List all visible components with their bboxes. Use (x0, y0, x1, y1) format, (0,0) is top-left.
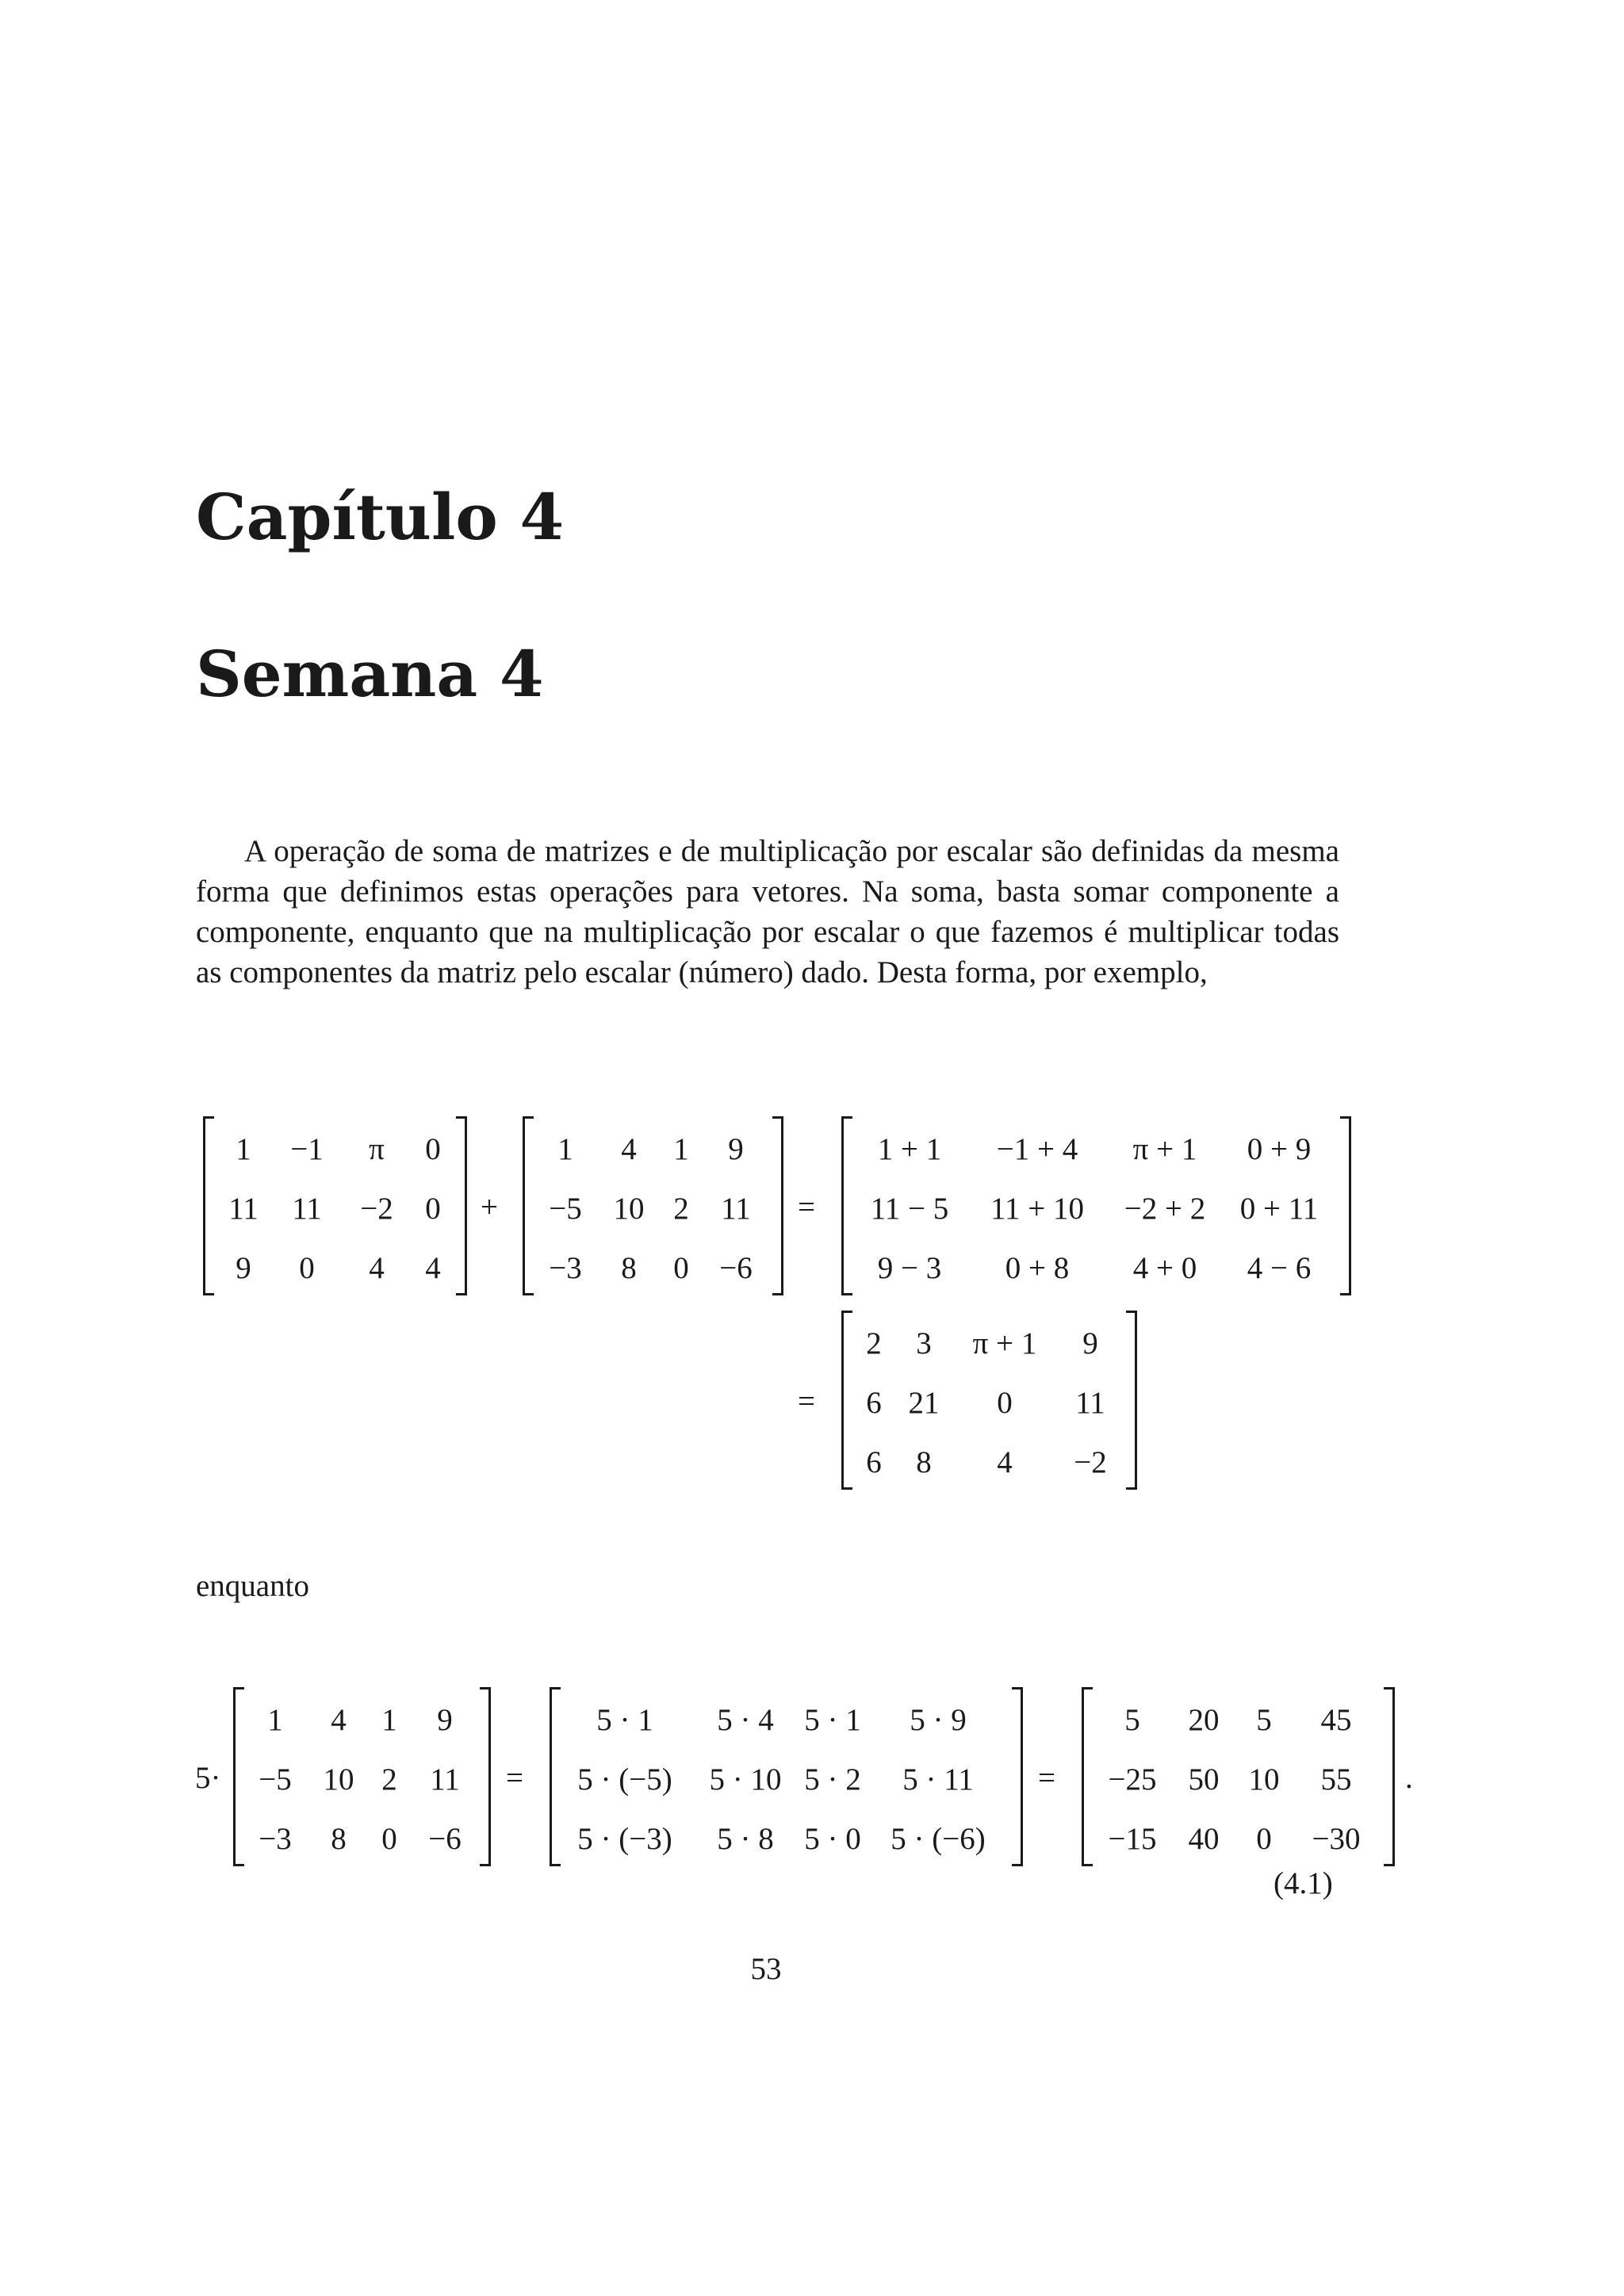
matrix-cell: 5 · 10 (709, 1762, 782, 1797)
matrix-cell: 10 (323, 1762, 354, 1797)
matrix-cell: 1 (381, 1703, 397, 1737)
matrix-cell: 6 (866, 1445, 882, 1479)
sum-result-right-bracket (1126, 1311, 1137, 1490)
matrix-cell: 11 (721, 1192, 751, 1226)
matrix-cell: 5 · 8 (717, 1822, 774, 1856)
equals-operator: = (798, 1384, 815, 1418)
matrix-cell: π (369, 1132, 385, 1166)
matrix-cell: 6 (866, 1386, 882, 1420)
matrix-cell: −2 (1074, 1445, 1107, 1479)
equals-operator: = (1038, 1761, 1055, 1795)
matrix-cell: −15 (1108, 1822, 1157, 1856)
matrix-cell: 11 (228, 1192, 259, 1226)
scaled-expanded-right-bracket (1012, 1687, 1023, 1866)
sum-expanded-left-bracket (841, 1116, 852, 1295)
scaled-input-left-bracket (233, 1687, 244, 1866)
matrix-cell: −2 + 2 (1124, 1192, 1206, 1226)
connector-text: enquanto (196, 1569, 309, 1603)
matrix-cell: 0 (299, 1251, 315, 1285)
matrix-cell: 1 (267, 1703, 283, 1737)
equals-operator: = (506, 1761, 523, 1795)
matrix-cell: 1 (673, 1132, 689, 1166)
matrix-cell: −25 (1108, 1762, 1157, 1797)
matrix-cell: π + 1 (972, 1326, 1037, 1360)
matrix-cell: 11 + 10 (990, 1192, 1085, 1226)
matrix-cell: 45 (1320, 1703, 1352, 1737)
matrix-cell: 5 (1124, 1703, 1140, 1737)
matrix-cell: 9 (728, 1132, 744, 1166)
matrix-cell: −3 (549, 1251, 582, 1285)
matrix-cell: 0 (1256, 1822, 1272, 1856)
matrix-cell: −3 (259, 1822, 292, 1856)
matrix-cell: 11 − 5 (870, 1192, 949, 1226)
matrix-cell: 10 (1248, 1762, 1280, 1797)
scaled-result-right-bracket (1384, 1687, 1395, 1866)
matrix-cell: −30 (1312, 1822, 1361, 1856)
sum-expanded-right-bracket (1340, 1116, 1351, 1295)
scaled-result-left-bracket (1082, 1687, 1093, 1866)
scalar-prefix: 5· (195, 1761, 221, 1795)
scaled-input-right-bracket (480, 1687, 491, 1866)
matrix-cell: 1 + 1 (877, 1132, 942, 1166)
matrix-cell: 4 (621, 1132, 637, 1166)
section-title: Semana 4 (196, 637, 544, 711)
sum-result-left-bracket (841, 1311, 852, 1490)
matrix-cell: 55 (1320, 1762, 1352, 1797)
matrix-cell: 11 (292, 1192, 322, 1226)
matrix-cell: 40 (1188, 1822, 1220, 1856)
matrix-cell: 5 · 1 (804, 1703, 861, 1737)
equals-operator: = (798, 1190, 815, 1224)
matrix-cell: 8 (916, 1445, 932, 1479)
chapter-title: Capítulo 4 (196, 480, 565, 554)
matrix-cell: 5 · 4 (717, 1703, 774, 1737)
equation-period: . (1405, 1761, 1413, 1795)
matrix-cell: 21 (908, 1386, 940, 1420)
matrix-cell: 5 · (−3) (577, 1822, 672, 1856)
matrix-cell: 0 + 8 (1005, 1251, 1070, 1285)
matrix-cell: −1 (290, 1132, 324, 1166)
matrix-cell: −5 (259, 1762, 292, 1797)
matrix-cell: 2 (381, 1762, 397, 1797)
matrix-a-left-bracket (203, 1116, 214, 1295)
matrix-cell: 0 (381, 1822, 397, 1856)
body-paragraph: A operação de soma de matrizes e de multiplicação por escalar são definidas da mesma forma que definimos estas operações para vetores. Na soma, basta somar componente a componente, enquanto que na multiplicação por escalar o que fazemos é multiplicar todas as componentes da matriz pelo escalar (número) dado. Desta forma, por exemplo, (196, 834, 1339, 989)
matrix-cell: −6 (719, 1251, 753, 1285)
matrix-cell: 11 (430, 1762, 460, 1797)
matrix-b-right-bracket (772, 1116, 783, 1295)
matrix-cell: 0 (997, 1386, 1013, 1420)
matrix-cell: 2 (673, 1192, 689, 1226)
matrix-cell: 0 (425, 1192, 441, 1226)
matrix-cell: −5 (549, 1192, 582, 1226)
matrix-cell: 5 · 2 (804, 1762, 861, 1797)
matrix-cell: 5 · (−6) (891, 1822, 986, 1856)
page-number: 53 (750, 1952, 782, 1986)
matrix-cell: 5 · 0 (804, 1822, 861, 1856)
matrix-cell: 9 (236, 1251, 251, 1285)
matrix-cell: 4 (997, 1445, 1013, 1479)
matrix-cell: 4 (425, 1251, 441, 1285)
matrix-cell: 0 (425, 1132, 441, 1166)
matrix-cell: 3 (916, 1326, 932, 1360)
matrix-cell: 5 · 1 (596, 1703, 653, 1737)
matrix-cell: 50 (1188, 1762, 1220, 1797)
matrix-cell: 1 (557, 1132, 573, 1166)
matrix-cell: 4 − 6 (1247, 1251, 1312, 1285)
matrix-cell: 0 + 9 (1247, 1132, 1312, 1166)
matrix-cell: 5 · (−5) (577, 1762, 672, 1797)
scaled-expanded-left-bracket (550, 1687, 561, 1866)
matrix-cell: 1 (236, 1132, 251, 1166)
matrix-cell: 8 (621, 1251, 637, 1285)
matrix-cell: 0 + 11 (1239, 1192, 1319, 1226)
matrix-cell: 2 (866, 1326, 882, 1360)
matrix-cell: 5 (1256, 1703, 1272, 1737)
matrix-cell: 5 · 11 (902, 1762, 974, 1797)
matrix-cell: 4 (331, 1703, 347, 1737)
matrix-cell: 9 (1082, 1326, 1098, 1360)
matrix-cell: 20 (1188, 1703, 1220, 1737)
matrix-a-right-bracket (456, 1116, 467, 1295)
matrix-cell: 5 · 9 (910, 1703, 967, 1737)
matrix-cell: 4 (369, 1251, 385, 1285)
matrix-cell: 9 − 3 (877, 1251, 942, 1285)
matrix-cell: 4 + 0 (1132, 1251, 1197, 1285)
equation-number: (4.1) (1274, 1866, 1333, 1900)
plus-operator: + (481, 1190, 498, 1224)
matrix-cell: 10 (613, 1192, 645, 1226)
matrix-cell: −1 + 4 (996, 1132, 1078, 1166)
matrix-cell: −6 (428, 1822, 462, 1856)
matrix-cell: −2 (360, 1192, 393, 1226)
matrix-cell: 8 (331, 1822, 347, 1856)
matrix-b-left-bracket (523, 1116, 534, 1295)
matrix-cell: 0 (673, 1251, 689, 1285)
matrix-cell: 9 (437, 1703, 453, 1737)
matrix-cell: 11 (1075, 1386, 1105, 1420)
matrix-cell: π + 1 (1132, 1132, 1197, 1166)
